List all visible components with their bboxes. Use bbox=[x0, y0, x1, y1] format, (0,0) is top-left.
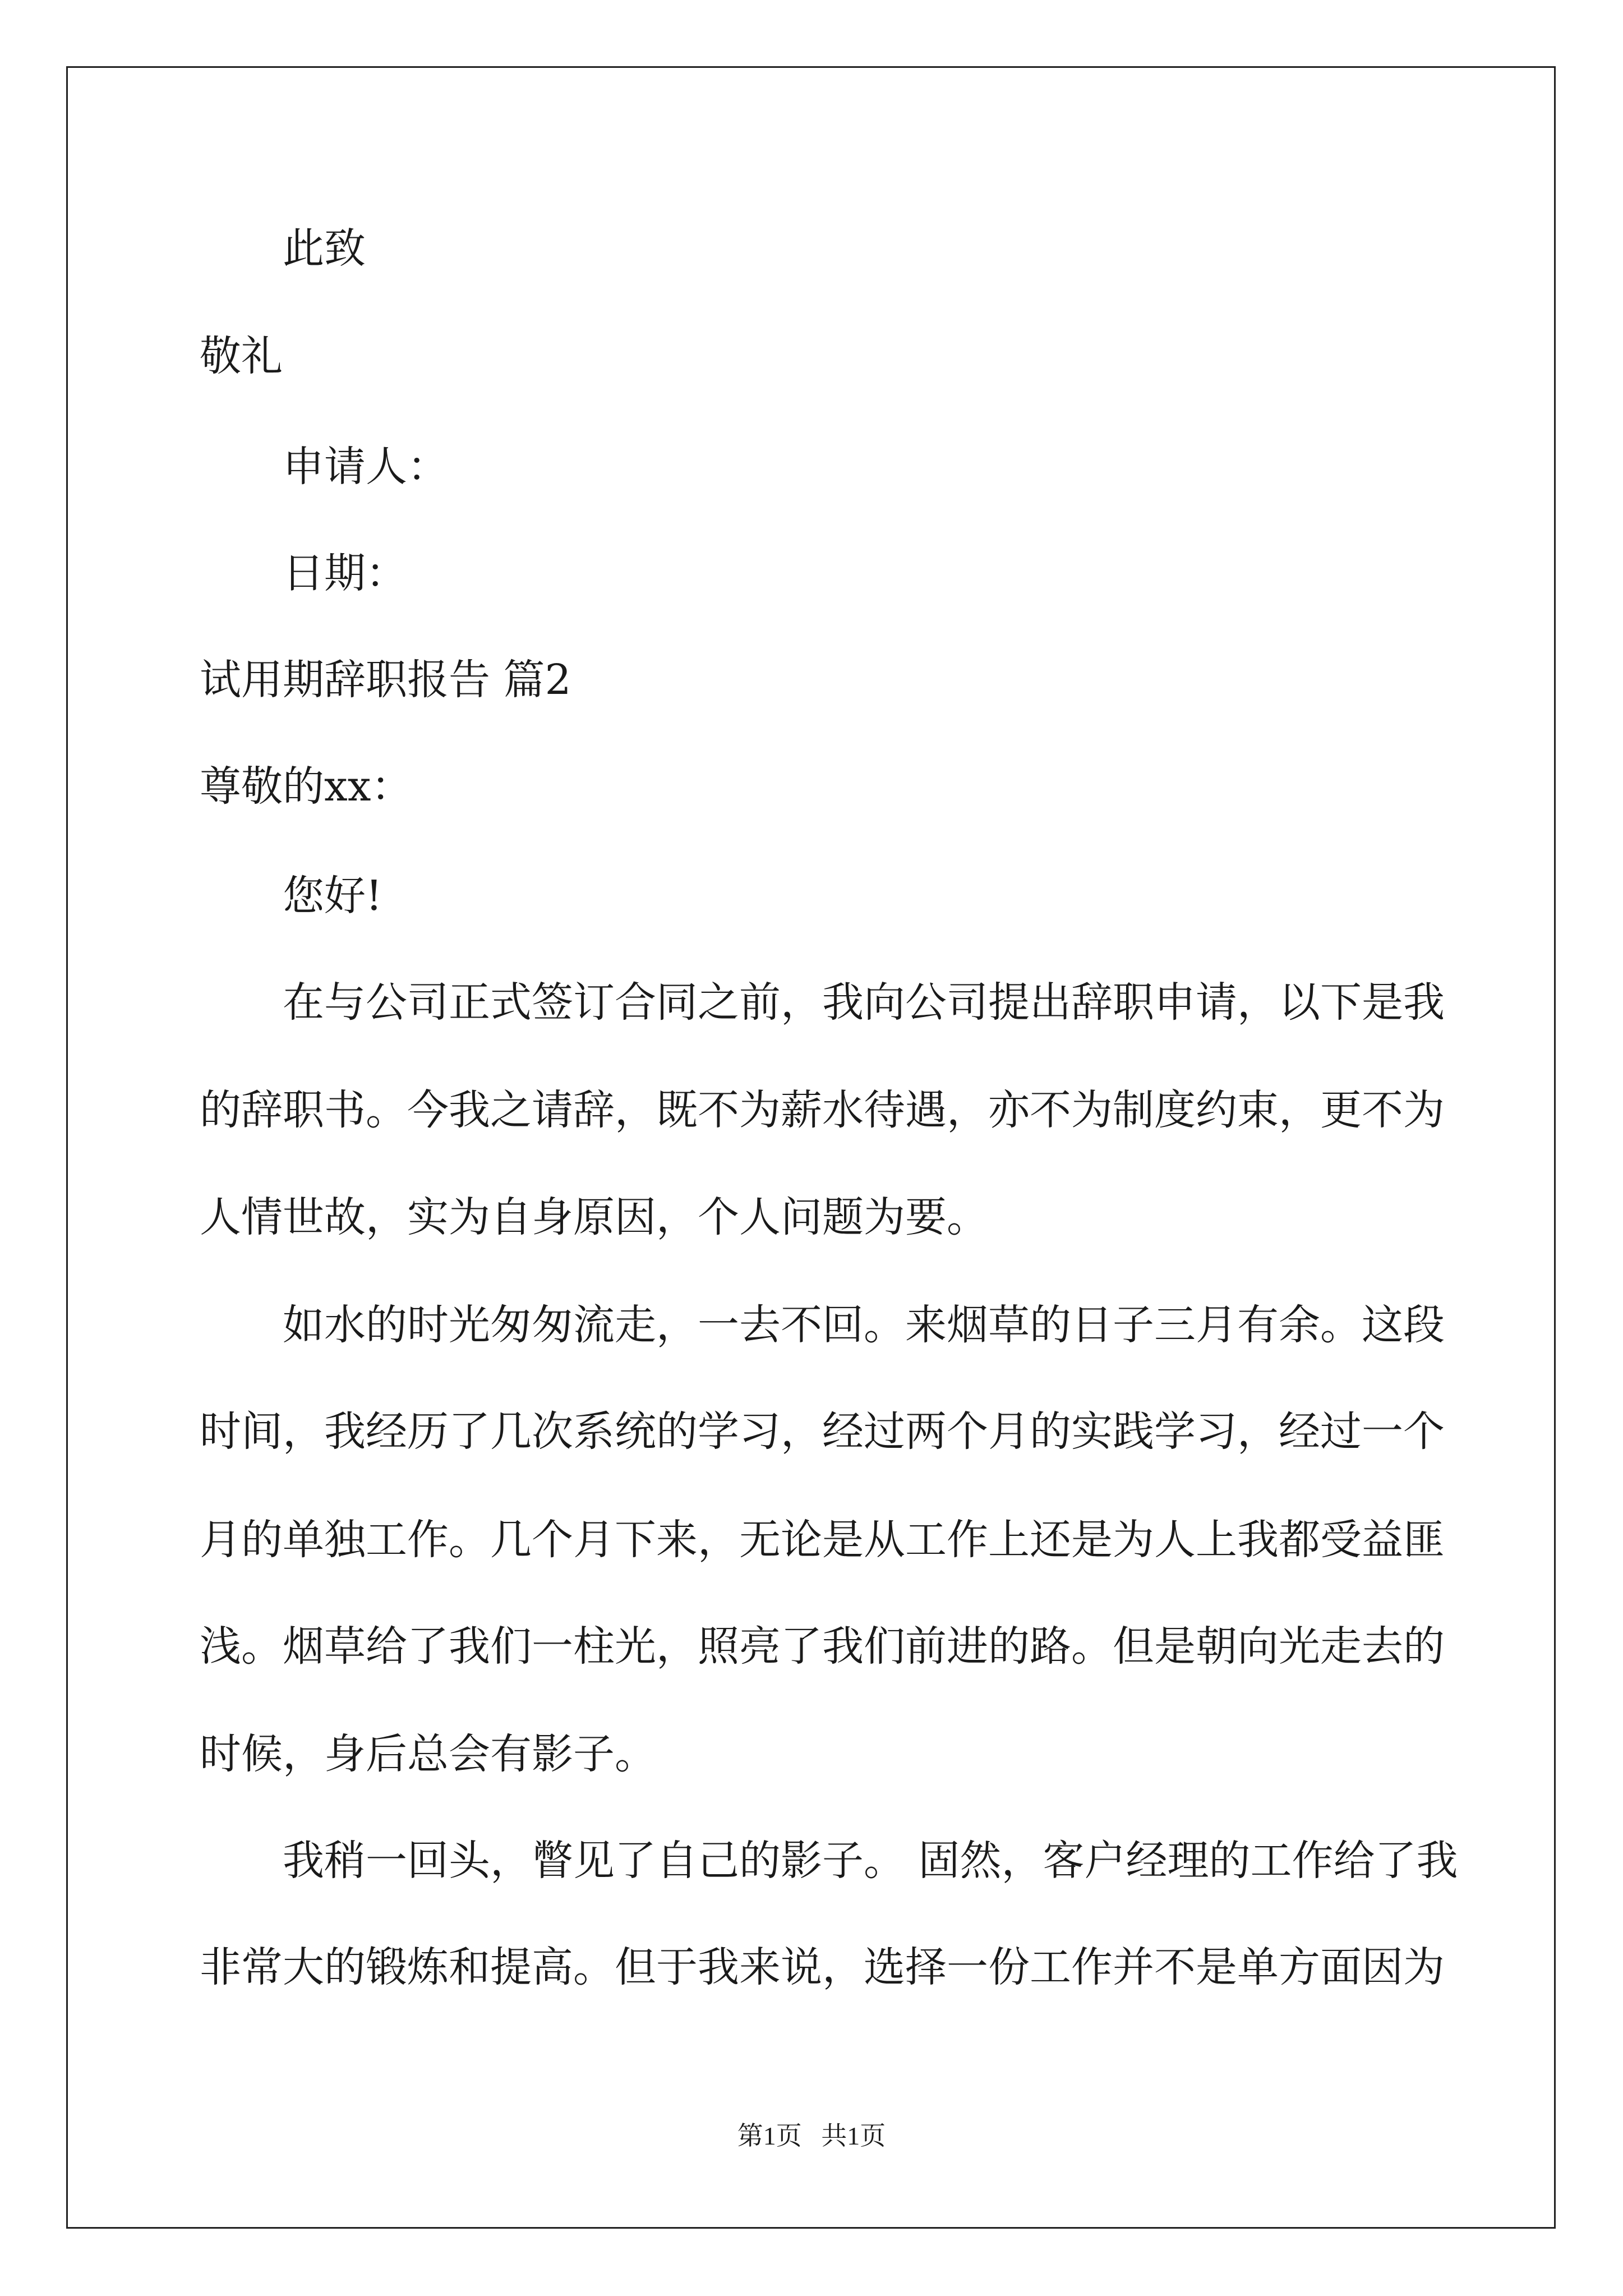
applicant-label: 申请人： bbox=[283, 443, 449, 491]
date-label: 日期： bbox=[283, 549, 407, 597]
closing-salutation: 此致 bbox=[283, 224, 366, 273]
page-border bbox=[66, 66, 1556, 2229]
hello-line: 您好! bbox=[283, 872, 382, 920]
paragraph-1-line-2: 的辞职书。今我之请辞，既不为薪水待遇，亦不为制度约束，更不为 bbox=[200, 1086, 1445, 1134]
paragraph-1-line-3: 人情世故，实为自身原因，个人问题为要。 bbox=[200, 1193, 988, 1241]
paragraph-2-line-3: 月的单独工作。几个月下来，无论是从工作上还是为人上我都受益匪 bbox=[200, 1516, 1445, 1564]
paragraph-3-line-2: 非常大的锻炼和提高。但于我来说，选择一份工作并不是单方面因为 bbox=[200, 1943, 1445, 1991]
section-heading: 试用期辞职报告 篇2 bbox=[200, 656, 571, 704]
page-footer: 第1页 共1页 bbox=[737, 2122, 886, 2150]
paragraph-3-line-1: 我稍一回头，瞥见了自己的影子。 固然，客户经理的工作给了我 bbox=[283, 1837, 1458, 1885]
paragraph-2-line-5: 时候，身后总会有影子。 bbox=[200, 1730, 656, 1778]
closing-regards: 敬礼 bbox=[200, 332, 283, 380]
letter-greeting: 尊敬的xx： bbox=[200, 762, 413, 811]
paragraph-2-line-4: 浅。烟草给了我们一柱光，照亮了我们前进的路。但是朝向光走去的 bbox=[200, 1622, 1445, 1671]
paragraph-2-line-1: 如水的时光匆匆流走，一去不回。来烟草的日子三月有余。这段 bbox=[283, 1301, 1445, 1349]
paragraph-2-line-2: 时间，我经历了几次系统的学习，经过两个月的实践学习，经过一个 bbox=[200, 1407, 1445, 1456]
paragraph-1-line-1: 在与公司正式签订合同之前，我向公司提出辞职申请，以下是我 bbox=[283, 978, 1445, 1027]
